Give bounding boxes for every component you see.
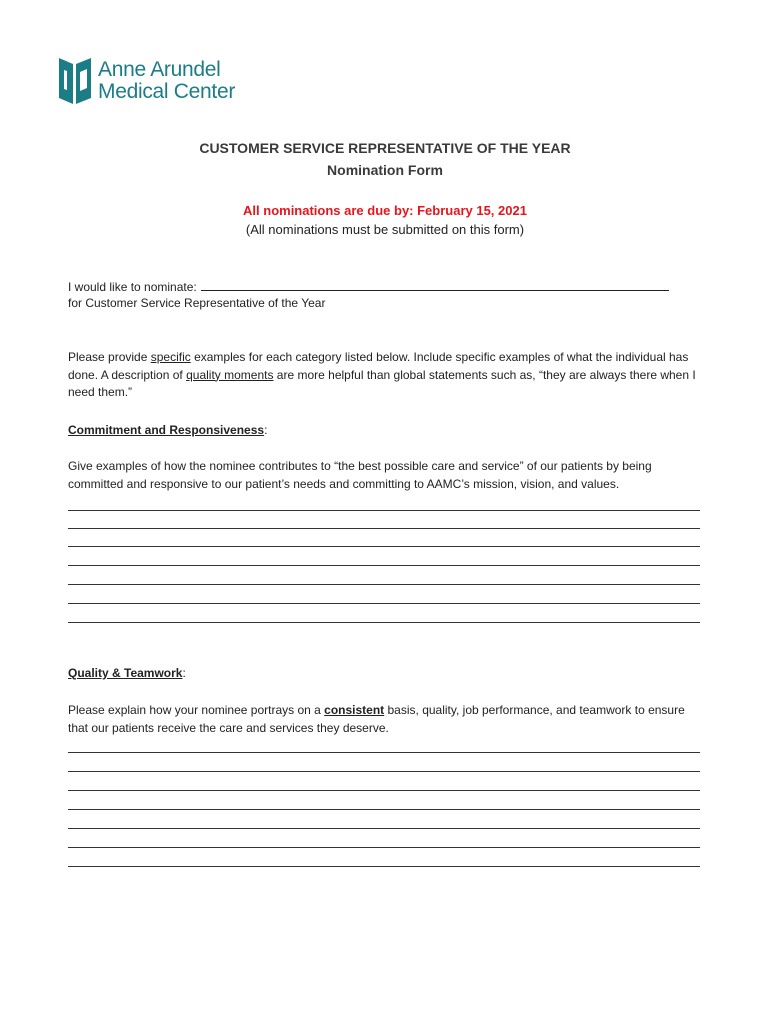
answer-line[interactable] (68, 752, 700, 753)
instructions-specific: specific (150, 350, 191, 364)
answer-line[interactable] (68, 565, 700, 566)
nominate-suffix: for Customer Service Representative of the Year (68, 296, 326, 310)
answer-line[interactable] (68, 622, 700, 623)
page-subtitle: Nomination Form (327, 162, 443, 178)
section1-heading-text: Commitment and Responsiveness (68, 423, 265, 437)
instructions-quality-moments: quality moments (186, 367, 274, 382)
answer-line[interactable] (68, 546, 700, 547)
section2-heading-text: Quality & Teamwork (68, 666, 183, 680)
nominate-line (68, 279, 669, 297)
instructions-part-2: examples for each category listed below. Include specific examples of what the individual has done. A description of (68, 350, 689, 382)
answer-line[interactable] (68, 603, 700, 604)
answer-line[interactable] (68, 584, 700, 585)
nominee-name-field[interactable] (201, 279, 669, 291)
section2-prompt-part-1: Please explain how your nominee portrays on a (68, 703, 325, 717)
due-date-notice: All nominations are due by: February 15, 2021 (243, 203, 527, 218)
answer-line[interactable] (68, 828, 700, 829)
section1-heading-colon: : (264, 423, 268, 437)
aamc-logo-icon (56, 56, 94, 106)
instructions-part-3: are more helpful than global statements such as, “they are always there when I need them.” (68, 367, 696, 399)
answer-line[interactable] (68, 771, 700, 772)
answer-line[interactable] (68, 866, 700, 867)
logo-text (98, 59, 235, 103)
logo-line-1: Anne Arundel (98, 58, 221, 81)
section1-heading (68, 422, 267, 440)
instructions-part-1: Please provide (68, 350, 151, 364)
answer-line[interactable] (68, 847, 700, 848)
answer-line[interactable] (68, 510, 700, 511)
section2-consistent: consistent (324, 703, 385, 717)
page-title: CUSTOMER SERVICE REPRESENTATIVE OF THE YEAR (199, 140, 571, 156)
answer-line[interactable] (68, 790, 700, 791)
section2-prompt-part-2: basis, quality, job performance, and teamwork to ensure that our patients receive the care and services they deserve. (68, 703, 685, 735)
section2-prompt (68, 702, 700, 737)
section2-heading-colon: : (182, 666, 186, 680)
answer-line[interactable] (68, 809, 700, 810)
logo-line-2: Medical Center (98, 80, 236, 103)
answer-line[interactable] (68, 528, 700, 529)
section2-heading (68, 665, 186, 683)
submission-note: (All nominations must be submitted on this form) (245, 222, 525, 237)
instructions (68, 349, 698, 402)
section1-prompt: Give examples of how the nominee contributes to “the best possible care and service” of our patients by being committed and responsive to our patient’s needs and committing to AAMC’s mission, vision, and values. (68, 459, 652, 491)
nominate-label: I would like to nominate: (68, 280, 197, 294)
logo (56, 56, 235, 106)
